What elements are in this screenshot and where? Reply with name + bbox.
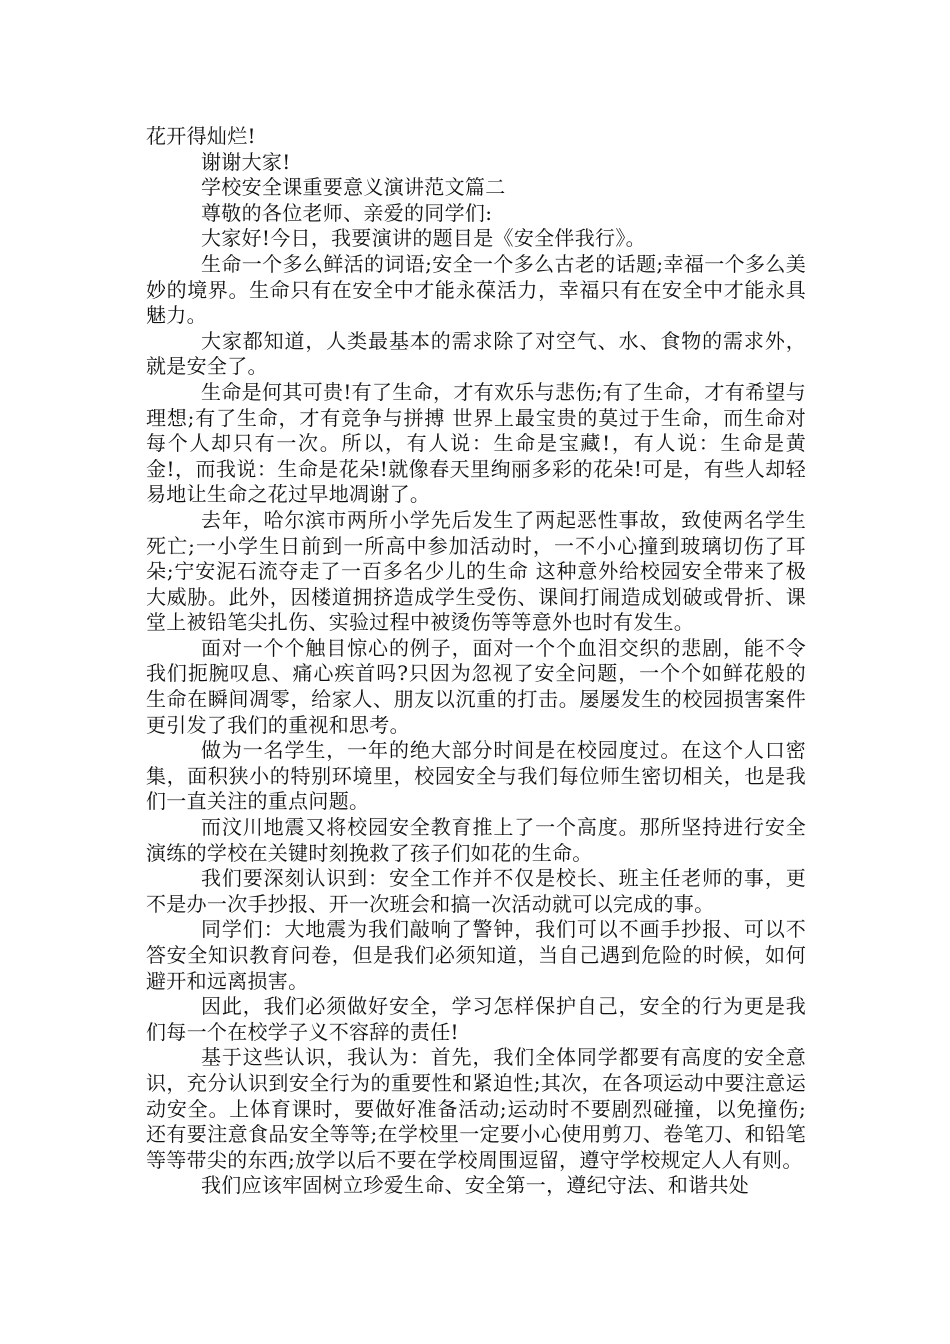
paragraph-continued: 花开得灿烂! [146, 124, 256, 148]
paragraph-truncated: 我们应该牢固树立珍爱生命、安全第一，遵纪守法、和谐共处 [201, 1173, 750, 1198]
paragraph: 而汶川地震又将校园安全教育推上了一个高度。那所坚持进行安全演练的学校在关键时刻挽救了孩子们如花的生命。 [146, 815, 806, 865]
paragraph: 面对一个个触目惊心的例子，面对一个个血泪交织的悲剧，能不令我们扼腕叹息、痛心疾首吗?只因为忽视了安全问题，一个个如鲜花般的生命在瞬间凋零，给家人、朋友以沉重的打击。屡屡发生的校园损害案件更引发了我们的重视和思考。 [146, 635, 806, 737]
paragraph: 大家好!今日，我要演讲的题目是《安全伴我行》。 [201, 226, 646, 251]
paragraph: 大家都知道，人类最基本的需求除了对空气、水、食物的需求外，就是安全了。 [146, 328, 806, 379]
paragraph: 同学们：大地震为我们敲响了警钟，我们可以不画手抄报、可以不答安全知识教育问卷，但是我们必须知道，当自己遇到危险的时候，如何避开和远离损害。 [146, 917, 806, 993]
paragraph: 基于这些认识，我认为：首先，我们全体同学都要有高度的安全意识，充分认识到安全行为的重要性和紧迫性;其次，在各项运动中要注意运动安全。上体育课时，要做好准备活动;运动时不要剧烈碰撞，以免撞伤;还有要注意食品安全等等;在学校里一定要小心使用剪刀、卷笔刀、和铅笔等等带尖的东西;放学以后不要在学校周围逗留，遵守学校规定人人有则。 [146, 1045, 806, 1172]
paragraph: 因此，我们必须做好安全，学习怎样保护自己，安全的行为更是我们每一个在校学子义不容辞的责任! [146, 994, 806, 1044]
paragraph: 生命一个多么鲜活的词语;安全一个多么古老的话题;幸福一个多么美妙的境界。生命只有在安全中才能永葆活力，幸福只有在安全中才能永具魅力。 [146, 251, 806, 328]
paragraph-thanks: 谢谢大家! [201, 149, 291, 174]
paragraph: 生命是何其可贵!有了生命，才有欢乐与悲伤;有了生命，才有希望与理想;有了生命，才有竞争与拼搏 世界上最宝贵的莫过于生命，而生命对每个人却只有一次。所以，有人说：生命是宝藏!，有人说：生命是黄金!，而我说：生命是花朵!就像春天里绚丽多彩的花朵!可是，有些人却轻易地让生命之花过早地凋谢了。 [146, 379, 806, 507]
paragraph: 做为一名学生，一年的绝大部分时间是在校园度过。在这个人口密集，面积狭小的特别环境里，校园安全与我们每位师生密切相关，也是我们一直关注的重点问题。 [146, 738, 806, 814]
paragraph: 我们要深刻认识到：安全工作并不仅是校长、班主任老师的事，更不是办一次手抄报、开一次班会和搞一次活动就可以完成的事。 [146, 866, 806, 916]
paragraph: 去年，哈尔滨市两所小学先后发生了两起恶性事故，致使两名学生死亡;一小学生日前到一所高中参加活动时，一不小心撞到玻璃切伤了耳朵;宁安泥石流夺走了一百多名少儿的生命 这种意外给校园安全带来了极大威胁。此外，因楼道拥挤造成学生受伤、课间打闹造成划破或骨折、课堂上被铅笔尖扎伤、实验过程中被烫伤等等意外也时有发生。 [146, 507, 806, 635]
document-page [146, 124, 806, 1199]
section-title: 学校安全课重要意义演讲范文篇二 [201, 175, 506, 200]
salutation: 尊敬的各位老师、亲爱的同学们: [201, 200, 493, 225]
